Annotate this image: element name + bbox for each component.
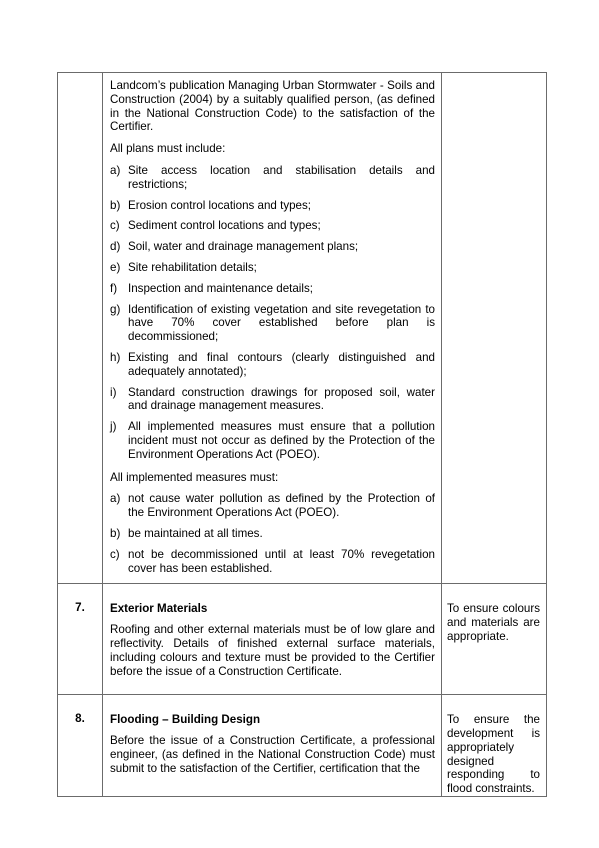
condition-title: Flooding – Building Design (110, 713, 261, 727)
plans-list (110, 164, 435, 462)
table-row (58, 584, 547, 695)
list-item: b) be maintained at all times. (110, 526, 263, 540)
list-item: c) not be decommissioned until at least 70% revegetation cover has been established. (110, 547, 435, 575)
list-item: i) Standard construction drawings for proposed soil, water and drainage management measures. (110, 385, 435, 413)
list-item: f) Inspection and maintenance details; (110, 281, 313, 295)
condition-body: Before the issue of a Construction Certificate, a professional engineer, (as defined in the National Construction Code) must submit to the satisfaction of the Certifier, certification that the (110, 734, 435, 775)
condition-number (58, 73, 103, 584)
condition-intro: Landcom’s publication Managing Urban Stormwater - Soils and Construction (2004) by a suitably qualified person, (as defined in the National Construction Code) to the satisfaction of the Certifier. (110, 79, 435, 134)
list-item: j) All implemented measures must ensure that a pollution incident must not occur as defined by the Protection of the Environment Operations Act (POEO). (110, 420, 435, 461)
list-item: a) not cause water pollution as defined by the Protection of the Environment Operations Act (POEO). (110, 492, 435, 520)
list-item: a) Site access location and stabilisation details and restrictions; (110, 163, 435, 191)
measures-lead: All implemented measures must: (110, 470, 279, 484)
list-item: g) Identification of existing vegetation and site revegetation to have 70% cover established before plan is decommissioned; (110, 302, 435, 344)
measures-list (110, 492, 435, 575)
list-item: h) Existing and final contours (clearly distinguished and adequately annotated); (110, 350, 435, 378)
reason-cell (442, 73, 547, 584)
list-item: c) Sediment control locations and types; (110, 219, 321, 233)
condition-cell (103, 695, 442, 797)
condition-body: Roofing and other external materials must be of low glare and reflectivity. Details of finished external surface materials, including colours and texture must be provided to the Certifier before the issue of a Construction Certificate. (110, 623, 435, 678)
plans-lead: All plans must include: (110, 142, 226, 156)
condition-cell (103, 584, 442, 695)
table-row (58, 73, 547, 584)
list-item: d) Soil, water and drainage management plans; (110, 240, 359, 254)
table-row (58, 695, 547, 797)
reason-cell: To ensure the development is appropriately designed responding to flood constraints. (442, 695, 547, 797)
list-item: b) Erosion control locations and types; (110, 198, 312, 212)
condition-cell (103, 73, 442, 584)
list-item: e) Site rehabilitation details; (110, 260, 257, 274)
condition-number: 7. (58, 584, 103, 695)
condition-number: 8. (58, 695, 103, 797)
reason-cell: To ensure colours and materials are appropriate. (442, 584, 547, 695)
condition-title: Exterior Materials (110, 602, 208, 616)
conditions-table (57, 72, 547, 797)
